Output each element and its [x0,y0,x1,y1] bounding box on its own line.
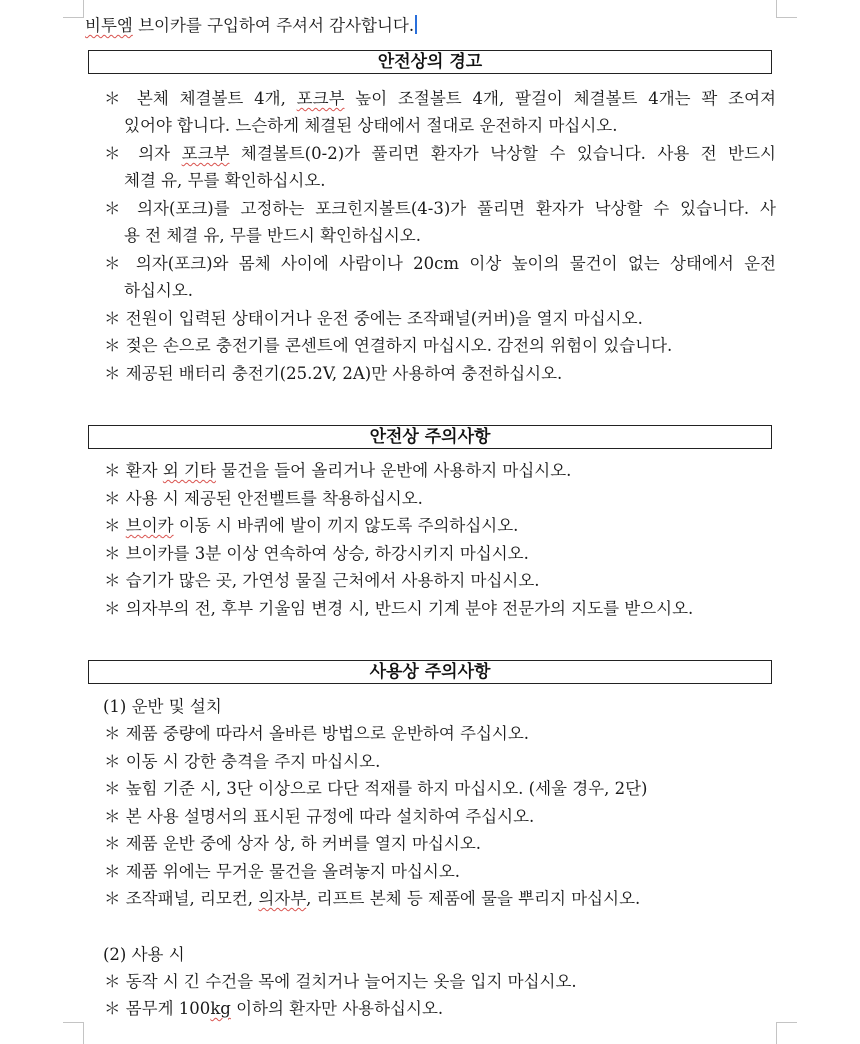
warning-item-2: ＊ 의자 포크부 체결볼트(0-2)가 풀리면 환자가 낙상할 수 있습니다. 사용 전 반드시 [104,144,776,163]
spellcheck-word: 포크부 [296,89,345,108]
section-title-usage: 사용상 주의사항 [88,660,772,684]
usage-item-3: ＊ 높힘 기준 시, 3단 이상으로 다단 적재를 하지 마십시오. (세울 경우, 2단) [104,779,648,798]
caution-item-4: ＊ 브이카를 3분 이상 연속하여 상승, 하강시키지 마십시오. [104,544,529,563]
usage-subheading-2: (2) 사용 시 [103,945,185,964]
caution-item-1: ＊ 환자 외 기타 물건을 들어 올리거나 운반에 사용하지 마십시오. [104,461,572,480]
caution-item-2: ＊ 사용 시 제공된 안전벨트를 착용하십시오. [104,489,423,508]
caution-item-5: ＊ 습기가 많은 곳, 가연성 물질 근처에서 사용하지 마십시오. [104,571,540,590]
caution-item-6: ＊ 의자부의 전, 후부 기울임 변경 시, 반드시 기계 분야 전문가의 지도를 받으시오. [104,599,694,618]
spellcheck-word: 포크부 [181,144,230,163]
spellcheck-word: 비투엠 [85,16,133,35]
spellcheck-word: 외 기타 [162,461,216,480]
usage-item-2: ＊ 이동 시 강한 충격을 주지 마십시오. [104,752,381,771]
warning-item-5: ＊ 전원이 입력된 상태이거나 운전 중에는 조작패널(커버)을 열지 마십시오. [104,309,643,328]
intro-post: 브이카를 구입하여 주셔서 감사합니다. [132,16,415,35]
usage-subheading-1: (1) 운반 및 설치 [103,697,222,716]
section-title-caution: 안전상 주의사항 [88,425,772,449]
usage-item-6: ＊ 제품 위에는 무거운 물건을 올려놓지 마십시오. [104,862,461,881]
warning-item-1-cont: 있어야 합니다. 느슨하게 체결된 상태에서 절대로 운전하지 마십시오. [124,116,618,135]
spellcheck-word: 브이카 [125,516,174,535]
warning-item-4-cont: 하십시오. [124,281,194,300]
intro-text[interactable] [85,14,417,38]
usage-item-7: ＊ 조작패널, 리모컨, 의자부, 리프트 본체 등 제품에 물을 뿌리지 마십시오. [104,889,641,908]
warning-item-4: ＊ 의자(포크)와 몸체 사이에 사람이나 20cm 이상 높이의 물건이 없는 상태에서 운전 [104,254,776,273]
spellcheck-word: kg [210,999,231,1018]
warning-item-1: ＊ 본체 체결볼트 4개, 포크부 높이 조절볼트 4개, 팔걸이 체결볼트 4개는 꽉 조여져 [104,89,776,108]
warning-item-2-cont: 체결 유, 무를 확인하십시오. [124,171,326,190]
caution-item-3: ＊ 브이카 이동 시 바퀴에 발이 끼지 않도록 주의하십시오. [104,516,519,535]
usage-item-1: ＊ 제품 중량에 따라서 올바른 방법으로 운반하여 주십시오. [104,724,530,743]
usage-item-4: ＊ 본 사용 설명서의 표시된 규정에 따라 설치하여 주십시오. [104,807,535,826]
warning-item-3: ＊ 의자(포크)를 고정하는 포크힌지볼트(4-3)가 풀리면 환자가 낙상할 수 있습니다. 사 [104,199,776,218]
usage-item-5: ＊ 제품 운반 중에 상자 상, 하 커버를 열지 마십시오. [104,834,482,853]
text-cursor [415,15,417,34]
usage-item-9: ＊ 몸무게 100kg 이하의 환자만 사용하십시오. [104,999,444,1018]
warning-item-3-cont: 용 전 체결 유, 무를 반드시 확인하십시오. [124,226,421,245]
usage-item-8: ＊ 동작 시 긴 수건을 목에 걸치거나 늘어지는 옷을 입지 마십시오. [104,972,577,991]
spellcheck-word: 의자부 [258,889,307,908]
section-title-warning: 안전상의 경고 [88,50,772,74]
warning-item-7: ＊ 제공된 배터리 충전기(25.2V, 2A)만 사용하여 충전하십시오. [104,364,563,383]
warning-item-6: ＊ 젖은 손으로 충전기를 콘센트에 연결하지 마십시오. 감전의 위험이 있습니다. [104,336,673,355]
